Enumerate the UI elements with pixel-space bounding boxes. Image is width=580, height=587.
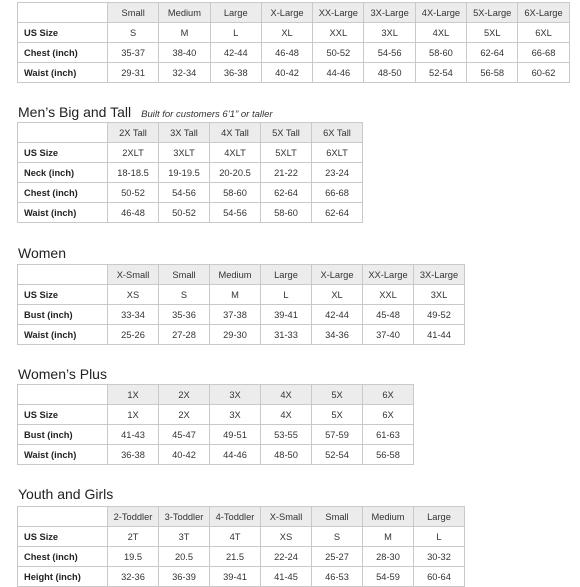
section-title-text: Youth and Girls xyxy=(18,486,114,502)
table-row xyxy=(18,527,465,547)
table-corner-cell xyxy=(18,123,108,143)
table-cell: 44-46 xyxy=(313,63,364,83)
table-cell: 32-34 xyxy=(159,63,210,83)
table-header-row xyxy=(18,3,570,23)
row-label: Chest (inch) xyxy=(18,43,108,63)
table-cell: 58-60 xyxy=(415,43,466,63)
column-header-small: Small xyxy=(159,265,210,285)
table-cell: 20-20.5 xyxy=(210,163,261,183)
row-label: US Size xyxy=(18,23,108,43)
column-header-6x-tall: 6X Tall xyxy=(312,123,363,143)
column-header-6x-large: 6X-Large xyxy=(518,3,569,23)
table-cell: S xyxy=(159,285,210,305)
table-cell: 35-36 xyxy=(159,305,210,325)
table-row xyxy=(18,425,414,445)
column-header-3x-tall: 3X Tall xyxy=(159,123,210,143)
table-cell: 4T xyxy=(210,527,261,547)
column-header-3-toddler: 3-Toddler xyxy=(159,507,210,527)
table-cell: 60-64 xyxy=(414,567,465,587)
table-cell: XL xyxy=(312,285,363,305)
table-cell: S xyxy=(108,23,159,43)
table-cell: M xyxy=(363,527,414,547)
table-cell: 53-55 xyxy=(261,425,312,445)
table-row xyxy=(18,203,363,223)
table-header-row xyxy=(18,265,465,285)
column-header-medium: Medium xyxy=(210,265,261,285)
table-cell: XL xyxy=(261,23,312,43)
column-header-x-large: X-Large xyxy=(312,265,363,285)
table-cell: 25-27 xyxy=(312,547,363,567)
table-cell: 37-40 xyxy=(363,325,414,345)
row-label: US Size xyxy=(18,527,108,547)
table-cell: 35-37 xyxy=(108,43,159,63)
table-cell: 3X xyxy=(210,405,261,425)
column-header-6x: 6X xyxy=(363,385,414,405)
table-cell: 28-30 xyxy=(363,547,414,567)
table-cell: 1X xyxy=(108,405,159,425)
table-cell: 46-53 xyxy=(312,567,363,587)
table-row xyxy=(18,305,465,325)
size-table-men xyxy=(17,2,570,83)
table-cell: 56-58 xyxy=(363,445,414,465)
table-cell: 20.5 xyxy=(159,547,210,567)
table-cell: 49-51 xyxy=(210,425,261,445)
column-header-xx-large: XX-Large xyxy=(313,3,364,23)
table-cell: 36-38 xyxy=(210,63,261,83)
table-cell: 58-60 xyxy=(210,183,261,203)
table-cell: 50-52 xyxy=(108,183,159,203)
table-header-row xyxy=(18,385,414,405)
row-label: Bust (inch) xyxy=(18,305,108,325)
table-cell: 36-39 xyxy=(159,567,210,587)
column-header-x-small: X-Small xyxy=(108,265,159,285)
column-header-4x-tall: 4X Tall xyxy=(210,123,261,143)
table-row xyxy=(18,547,465,567)
table-cell: 40-42 xyxy=(261,63,312,83)
table-cell: 6XLT xyxy=(312,143,363,163)
table-cell: 62-64 xyxy=(261,183,312,203)
table-cell: 60-62 xyxy=(518,63,569,83)
column-header-3x-large: 3X-Large xyxy=(364,3,415,23)
table-cell: 4XLT xyxy=(210,143,261,163)
table-cell: 41-45 xyxy=(261,567,312,587)
table-row xyxy=(18,163,363,183)
column-header-3x: 3X xyxy=(210,385,261,405)
table-cell: XS xyxy=(261,527,312,547)
section-title-text: Men’s Big and Tall xyxy=(18,104,132,120)
table-cell: 3XL xyxy=(364,23,415,43)
size-table-womens-plus xyxy=(17,384,414,465)
table-cell: 52-54 xyxy=(415,63,466,83)
table-cell: 39-41 xyxy=(261,305,312,325)
size-table-mens-big-and-tall xyxy=(17,122,363,223)
column-header-large: Large xyxy=(261,265,312,285)
table-cell: 34-36 xyxy=(312,325,363,345)
table-cell: 18-18.5 xyxy=(108,163,159,183)
table-cell: 54-56 xyxy=(210,203,261,223)
column-header-5x: 5X xyxy=(312,385,363,405)
table-cell: 42-44 xyxy=(312,305,363,325)
table-cell: 5X xyxy=(312,405,363,425)
table-corner-cell xyxy=(18,385,108,405)
row-label: Waist (inch) xyxy=(18,325,108,345)
table-cell: XXL xyxy=(363,285,414,305)
table-cell: 41-43 xyxy=(108,425,159,445)
column-header-4x: 4X xyxy=(261,385,312,405)
table-cell: XS xyxy=(108,285,159,305)
table-cell: 56-58 xyxy=(467,63,518,83)
table-row xyxy=(18,183,363,203)
table-cell: 48-50 xyxy=(261,445,312,465)
table-cell: 50-52 xyxy=(159,203,210,223)
table-cell: 27-28 xyxy=(159,325,210,345)
column-header-2-toddler: 2-Toddler xyxy=(108,507,159,527)
table-row xyxy=(18,285,465,305)
table-cell: 52-54 xyxy=(312,445,363,465)
table-cell: 21.5 xyxy=(210,547,261,567)
table-cell: 21-22 xyxy=(261,163,312,183)
size-table-youth-and-girls xyxy=(17,506,465,587)
table-cell: 54-56 xyxy=(364,43,415,63)
table-cell: L xyxy=(414,527,465,547)
column-header-medium: Medium xyxy=(363,507,414,527)
table-cell: 22-24 xyxy=(261,547,312,567)
table-cell: 4X xyxy=(261,405,312,425)
row-label: Neck (inch) xyxy=(18,163,108,183)
column-header-medium: Medium xyxy=(159,3,210,23)
row-label: Waist (inch) xyxy=(18,203,108,223)
table-cell: 61-63 xyxy=(363,425,414,445)
table-row xyxy=(18,43,570,63)
table-cell: 29-31 xyxy=(108,63,159,83)
table-cell: 49-52 xyxy=(414,305,465,325)
table-cell: 54-59 xyxy=(363,567,414,587)
section-title xyxy=(18,486,113,502)
table-cell: 2X xyxy=(159,405,210,425)
row-label: Waist (inch) xyxy=(18,445,108,465)
table-row xyxy=(18,325,465,345)
section-title xyxy=(18,245,66,261)
table-cell: 54-56 xyxy=(159,183,210,203)
table-cell: 39-41 xyxy=(210,567,261,587)
table-cell: 36-38 xyxy=(108,445,159,465)
table-cell: 31-33 xyxy=(261,325,312,345)
table-cell: 3T xyxy=(159,527,210,547)
row-label: Height (inch) xyxy=(18,567,108,587)
table-cell: 66-68 xyxy=(312,183,363,203)
table-cell: 41-44 xyxy=(414,325,465,345)
table-cell: 62-64 xyxy=(467,43,518,63)
table-cell: L xyxy=(261,285,312,305)
table-cell: 57-59 xyxy=(312,425,363,445)
table-cell: 38-40 xyxy=(159,43,210,63)
row-label: US Size xyxy=(18,285,108,305)
row-label: Bust (inch) xyxy=(18,425,108,445)
table-cell: 48-50 xyxy=(364,63,415,83)
table-cell: M xyxy=(210,285,261,305)
table-cell: S xyxy=(312,527,363,547)
table-cell: 62-64 xyxy=(312,203,363,223)
column-header-x-small: X-Small xyxy=(261,507,312,527)
table-cell: 44-46 xyxy=(210,445,261,465)
table-cell: 2XLT xyxy=(108,143,159,163)
table-cell: 66-68 xyxy=(518,43,569,63)
table-cell: 5XLT xyxy=(261,143,312,163)
table-cell: 32-36 xyxy=(108,567,159,587)
table-cell: 45-48 xyxy=(363,305,414,325)
column-header-3x-large: 3X-Large xyxy=(414,265,465,285)
table-cell: 40-42 xyxy=(159,445,210,465)
column-header-4-toddler: 4-Toddler xyxy=(210,507,261,527)
table-cell: 50-52 xyxy=(313,43,364,63)
table-cell: 2T xyxy=(108,527,159,547)
table-cell: 46-48 xyxy=(261,43,312,63)
column-header-4x-large: 4X-Large xyxy=(415,3,466,23)
table-cell: 33-34 xyxy=(108,305,159,325)
table-cell: 5XL xyxy=(467,23,518,43)
column-header-1x: 1X xyxy=(108,385,159,405)
row-label: US Size xyxy=(18,405,108,425)
size-table-women xyxy=(17,264,465,345)
column-header-5x-tall: 5X Tall xyxy=(261,123,312,143)
table-cell: 23-24 xyxy=(312,163,363,183)
table-cell: 19-19.5 xyxy=(159,163,210,183)
column-header-2x: 2X xyxy=(159,385,210,405)
table-row xyxy=(18,63,570,83)
table-cell: 3XLT xyxy=(159,143,210,163)
table-row xyxy=(18,23,570,43)
table-cell: 37-38 xyxy=(210,305,261,325)
table-cell: L xyxy=(210,23,261,43)
table-cell: 19.5 xyxy=(108,547,159,567)
row-label: Chest (inch) xyxy=(18,547,108,567)
column-header-x-large: X-Large xyxy=(261,3,312,23)
column-header-small: Small xyxy=(312,507,363,527)
table-row xyxy=(18,405,414,425)
table-cell: 42-44 xyxy=(210,43,261,63)
column-header-5x-large: 5X-Large xyxy=(467,3,518,23)
row-label: Chest (inch) xyxy=(18,183,108,203)
row-label: Waist (inch) xyxy=(18,63,108,83)
table-cell: 58-60 xyxy=(261,203,312,223)
table-header-row xyxy=(18,123,363,143)
column-header-2x-tall: 2X Tall xyxy=(108,123,159,143)
table-cell: 3XL xyxy=(414,285,465,305)
row-label: US Size xyxy=(18,143,108,163)
section-title-text: Women xyxy=(18,245,66,261)
table-cell: 45-47 xyxy=(159,425,210,445)
table-corner-cell xyxy=(18,507,108,527)
table-cell: XXL xyxy=(313,23,364,43)
table-cell: 4XL xyxy=(415,23,466,43)
table-cell: M xyxy=(159,23,210,43)
table-row xyxy=(18,445,414,465)
section-title xyxy=(18,366,107,382)
table-corner-cell xyxy=(18,265,108,285)
column-header-large: Large xyxy=(210,3,261,23)
column-header-large: Large xyxy=(414,507,465,527)
section-title xyxy=(18,104,273,120)
table-cell: 46-48 xyxy=(108,203,159,223)
table-row xyxy=(18,143,363,163)
table-cell: 6XL xyxy=(518,23,569,43)
column-header-xx-large: XX-Large xyxy=(363,265,414,285)
table-cell: 29-30 xyxy=(210,325,261,345)
table-cell: 30-32 xyxy=(414,547,465,567)
section-title-text: Women’s Plus xyxy=(18,366,107,382)
table-cell: 25-26 xyxy=(108,325,159,345)
table-cell: 6X xyxy=(363,405,414,425)
table-corner-cell xyxy=(18,3,108,23)
table-header-row xyxy=(18,507,465,527)
section-note: Built for customers 6’1” or taller xyxy=(141,109,273,120)
table-row xyxy=(18,567,465,587)
column-header-small: Small xyxy=(108,3,159,23)
